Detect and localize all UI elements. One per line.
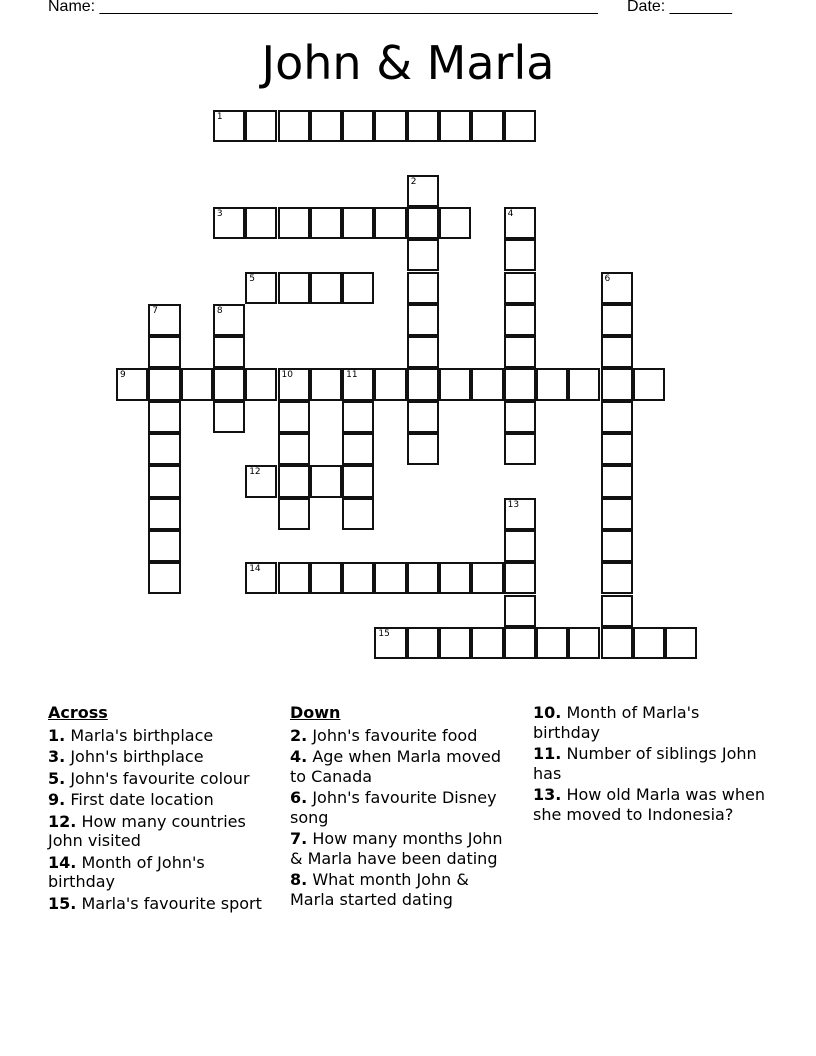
clue-number: 8. xyxy=(290,870,308,889)
grid-cell[interactable] xyxy=(374,368,406,400)
grid-cell[interactable] xyxy=(245,368,277,400)
clue-number-label: 8 xyxy=(216,305,223,316)
grid-cell[interactable] xyxy=(407,401,439,433)
grid-cell[interactable] xyxy=(504,272,536,304)
clue-number: 3. xyxy=(48,747,66,766)
grid-cell[interactable] xyxy=(504,304,536,336)
clue-number: 9. xyxy=(48,790,66,809)
grid-cell[interactable] xyxy=(374,207,406,239)
grid-cell[interactable] xyxy=(148,336,180,368)
grid-cell[interactable] xyxy=(374,110,406,142)
clue-text: How many countries John visited xyxy=(48,811,246,850)
clue-item xyxy=(290,788,510,827)
clue-item xyxy=(48,790,270,810)
clue-text: Age when Marla moved to Canada xyxy=(290,747,502,786)
grid-cell[interactable] xyxy=(342,498,374,530)
clue-number: 10. xyxy=(533,703,562,722)
grid-cell[interactable] xyxy=(439,110,471,142)
grid-cell[interactable] xyxy=(278,498,310,530)
clue-item xyxy=(48,812,270,851)
clue-number-label: 6 xyxy=(604,273,611,284)
grid-cell[interactable] xyxy=(504,207,536,239)
grid-cell[interactable] xyxy=(665,627,697,659)
grid-cell[interactable] xyxy=(310,207,342,239)
grid-cell[interactable] xyxy=(471,562,503,594)
grid-cell[interactable] xyxy=(148,465,180,497)
clue-item xyxy=(533,703,765,742)
clue-number-label: 15 xyxy=(378,628,390,639)
clue-number-label: 12 xyxy=(249,467,261,478)
clue-number-label: 14 xyxy=(249,564,261,575)
clue-number-label: 3 xyxy=(216,208,223,219)
grid-cell[interactable] xyxy=(310,272,342,304)
grid-cell[interactable] xyxy=(245,562,277,594)
clue-item xyxy=(48,769,270,789)
grid-cell[interactable] xyxy=(245,465,277,497)
clue-number-label: 9 xyxy=(120,370,126,381)
clue-text: Month of Marla's birthday xyxy=(533,703,700,742)
grid-cell[interactable] xyxy=(439,207,471,239)
grid-cell[interactable] xyxy=(310,465,342,497)
name-field[interactable]: Name: ________________________________________________________ xyxy=(48,0,598,15)
grid-cell[interactable] xyxy=(504,336,536,368)
clue-text: John's favourite food xyxy=(312,725,478,745)
grid-cell[interactable] xyxy=(310,562,342,594)
grid-cell[interactable] xyxy=(601,562,633,594)
grid-cell[interactable] xyxy=(148,401,180,433)
grid-cell[interactable] xyxy=(342,562,374,594)
grid-cell[interactable] xyxy=(278,272,310,304)
clue-text: John's favourite Disney song xyxy=(290,788,497,827)
grid-cell[interactable] xyxy=(342,401,374,433)
clue-item xyxy=(48,726,270,746)
clue-text: First date location xyxy=(70,790,214,809)
grid-cell[interactable] xyxy=(504,401,536,433)
clue-number: 1. xyxy=(48,725,66,745)
grid-cell[interactable] xyxy=(374,627,406,659)
grid-cell[interactable] xyxy=(342,465,374,497)
clue-item xyxy=(290,726,510,746)
grid-cell[interactable] xyxy=(407,562,439,594)
grid-cell[interactable] xyxy=(148,530,180,562)
grid-cell[interactable] xyxy=(245,207,277,239)
clue-item xyxy=(290,870,510,909)
clue-number: 6. xyxy=(290,788,308,807)
grid-cell[interactable] xyxy=(504,110,536,142)
across-heading: Across xyxy=(48,703,108,722)
grid-cell[interactable] xyxy=(601,401,633,433)
grid-cell[interactable] xyxy=(342,110,374,142)
grid-cell[interactable] xyxy=(601,465,633,497)
clue-number: 11. xyxy=(533,744,562,763)
grid-cell[interactable] xyxy=(245,272,277,304)
grid-cell[interactable] xyxy=(601,368,633,400)
grid-cell[interactable] xyxy=(407,272,439,304)
clue-item xyxy=(48,747,270,767)
clue-text: Month of John's birthday xyxy=(48,852,205,891)
grid-cell[interactable] xyxy=(536,368,568,400)
grid-cell[interactable] xyxy=(504,627,536,659)
grid-cell[interactable] xyxy=(213,207,245,239)
page-title: John & Marla xyxy=(261,36,555,90)
grid-cell[interactable] xyxy=(536,627,568,659)
clue-number-label: 11 xyxy=(346,370,358,381)
grid-cell[interactable] xyxy=(116,368,148,400)
clue-text: Marla's favourite sport xyxy=(81,893,262,913)
grid-cell[interactable] xyxy=(601,304,633,336)
grid-cell[interactable] xyxy=(148,433,180,465)
clue-number: 4. xyxy=(290,747,308,766)
grid-cell[interactable] xyxy=(407,175,439,207)
clue-number: 13. xyxy=(533,785,562,804)
grid-cell[interactable] xyxy=(504,498,536,530)
grid-cell[interactable] xyxy=(213,304,245,336)
clue-number-label: 10 xyxy=(281,370,293,381)
clue-number-label: 2 xyxy=(410,176,417,187)
clue-number: 7. xyxy=(290,829,308,848)
grid-cell[interactable] xyxy=(278,465,310,497)
grid-cell[interactable] xyxy=(407,368,439,400)
grid-cell[interactable] xyxy=(407,110,439,142)
down-clues xyxy=(290,703,510,911)
clue-text: John's birthplace xyxy=(70,747,204,766)
grid-cell[interactable] xyxy=(471,110,503,142)
grid-cell[interactable] xyxy=(568,627,600,659)
grid-cell[interactable] xyxy=(407,336,439,368)
clue-item xyxy=(290,747,510,786)
grid-cell[interactable] xyxy=(504,433,536,465)
across-clues xyxy=(48,703,270,915)
down-clues-continued xyxy=(533,703,765,826)
grid-cell[interactable] xyxy=(148,562,180,594)
clue-number-label: 4 xyxy=(507,208,514,219)
clue-number-label: 1 xyxy=(216,112,223,122)
clue-number: 5. xyxy=(48,768,66,788)
clue-number-label: 5 xyxy=(249,273,255,284)
grid-cell[interactable] xyxy=(504,562,536,594)
grid-cell[interactable] xyxy=(278,368,310,400)
down-heading: Down xyxy=(290,703,341,722)
grid-cell[interactable] xyxy=(278,207,310,239)
grid-cell[interactable] xyxy=(342,433,374,465)
clue-text: How old Marla was when she moved to Indonesia? xyxy=(533,785,765,824)
grid-cell[interactable] xyxy=(407,433,439,465)
grid-cell[interactable] xyxy=(278,562,310,594)
clue-item xyxy=(48,853,270,892)
grid-cell[interactable] xyxy=(278,401,310,433)
grid-cell[interactable] xyxy=(181,368,213,400)
grid-cell[interactable] xyxy=(601,433,633,465)
clue-number-label: 13 xyxy=(507,499,520,510)
grid-cell[interactable] xyxy=(471,368,503,400)
grid-cell[interactable] xyxy=(601,498,633,530)
grid-cell[interactable] xyxy=(342,207,374,239)
grid-cell[interactable] xyxy=(633,627,665,659)
clue-item xyxy=(533,744,765,783)
grid-cell[interactable] xyxy=(439,627,471,659)
grid-cell[interactable] xyxy=(213,368,245,400)
clue-number: 2. xyxy=(290,725,308,745)
grid-cell[interactable] xyxy=(278,110,310,142)
grid-cell[interactable] xyxy=(601,272,633,304)
clue-number: 14. xyxy=(48,852,77,872)
grid-cell[interactable] xyxy=(471,627,503,659)
grid-cell[interactable] xyxy=(342,272,374,304)
grid-cell[interactable] xyxy=(245,110,277,142)
grid-cell[interactable] xyxy=(601,627,633,659)
grid-cell[interactable] xyxy=(601,530,633,562)
clue-text: How many months John & Marla have been dating xyxy=(290,829,503,868)
grid-cell[interactable] xyxy=(504,595,536,627)
clue-item xyxy=(533,785,765,824)
grid-cell[interactable] xyxy=(213,110,245,142)
grid-cell[interactable] xyxy=(633,368,665,400)
clue-item xyxy=(48,894,270,914)
clue-number-label: 7 xyxy=(152,305,159,316)
grid-cell[interactable] xyxy=(439,562,471,594)
grid-cell[interactable] xyxy=(148,498,180,530)
grid-cell[interactable] xyxy=(601,336,633,368)
clue-number: 12. xyxy=(48,811,77,831)
grid-cell[interactable] xyxy=(504,530,536,562)
grid-cell[interactable] xyxy=(213,401,245,433)
grid-cell[interactable] xyxy=(504,239,536,271)
grid-cell[interactable] xyxy=(504,368,536,400)
clue-text: What month John & Marla started dating xyxy=(290,870,469,909)
grid-cell[interactable] xyxy=(439,368,471,400)
grid-cell[interactable] xyxy=(601,595,633,627)
grid-cell[interactable] xyxy=(342,368,374,400)
clue-text: Number of siblings John has xyxy=(533,744,757,783)
date-field[interactable]: Date: _______ xyxy=(627,0,732,15)
grid-cell[interactable] xyxy=(278,433,310,465)
grid-cell[interactable] xyxy=(568,368,600,400)
grid-cell[interactable] xyxy=(310,368,342,400)
grid-cell[interactable] xyxy=(213,336,245,368)
grid-cell[interactable] xyxy=(374,562,406,594)
grid-cell[interactable] xyxy=(148,368,180,400)
grid-cell[interactable] xyxy=(407,207,439,239)
grid-cell[interactable] xyxy=(310,110,342,142)
clue-number: 15. xyxy=(48,893,77,913)
grid-cell[interactable] xyxy=(407,627,439,659)
grid-cell[interactable] xyxy=(148,304,180,336)
clue-text: Marla's birthplace xyxy=(70,725,214,745)
grid-cell[interactable] xyxy=(407,239,439,271)
clue-item xyxy=(290,829,510,868)
clue-text: John's favourite colour xyxy=(70,768,250,788)
grid-cell[interactable] xyxy=(407,304,439,336)
